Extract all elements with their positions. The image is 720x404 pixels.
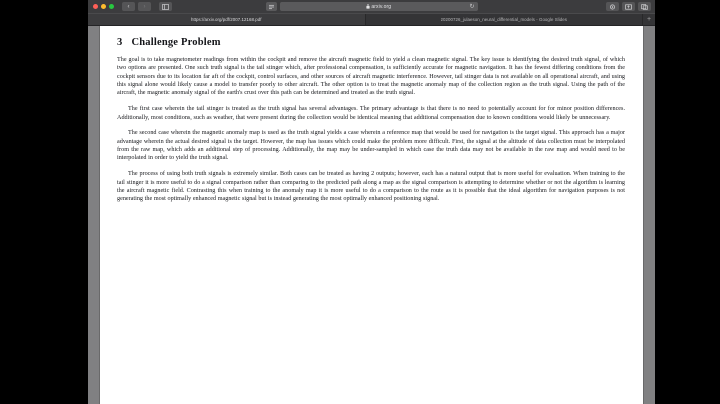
paragraph: The process of using both truth signals is extremely similar. Both cases can be treated as having 2 outputs; however, each has a natural output that is more useful for evaluation. When training to the tail stinger it is more useful to do a signal comparison rather than comparing to the predicted path along a map as the signal comparison is attempting to determine whether or not the algorithm is learning the aircraft magnetic field. Contrasting this when training to the anomaly map it is more useful to do a comparison to the route as it is possible that the ideal algorithm for navigation purposes is not generating the most optimally enhanced magnetic signal but is instead generating the most optimally enhanced positioning signal. bbox=[117, 171, 625, 203]
minimize-window-button[interactable] bbox=[101, 4, 106, 9]
forward-button[interactable]: › bbox=[138, 2, 151, 11]
navigation-buttons bbox=[122, 2, 151, 11]
sidebar-toggle-button[interactable] bbox=[159, 2, 172, 11]
section-number: 3 bbox=[117, 37, 123, 48]
address-bar-text: arxiv.org bbox=[371, 3, 392, 10]
lock-icon bbox=[366, 4, 370, 9]
section-title: Challenge Problem bbox=[131, 37, 221, 48]
paragraph: The first case wherein the tail stinger is treated as the truth signal has several advantages. The primary advantage is that there is no need to potentially account for for minor position differences. Additionally, most conditions, such as weather, that were present during the collection would be identical meaning that additional compensation due to known conditions would likely be unnecessary. bbox=[117, 106, 625, 121]
document-body bbox=[100, 26, 643, 204]
tabs-overview-icon bbox=[625, 4, 632, 10]
downloads-button[interactable] bbox=[638, 2, 651, 11]
tab-label: 20200726_julaeson_neural_differential_models - Google Slides bbox=[440, 17, 567, 22]
tab-google-slides[interactable] bbox=[366, 14, 644, 25]
reader-icon bbox=[268, 4, 275, 10]
letterbox-left bbox=[0, 0, 88, 404]
pdf-viewer[interactable] bbox=[88, 26, 655, 404]
browser-window bbox=[88, 0, 655, 404]
tab-arxiv-pdf[interactable] bbox=[88, 14, 366, 25]
share-button[interactable] bbox=[606, 2, 619, 11]
letterbox-right bbox=[655, 0, 720, 404]
maximize-window-button[interactable] bbox=[109, 4, 114, 9]
share-icon bbox=[609, 4, 616, 10]
close-window-button[interactable] bbox=[93, 4, 98, 9]
toolbar-right-buttons bbox=[606, 2, 651, 11]
address-bar-group bbox=[266, 2, 478, 11]
section-heading bbox=[117, 37, 625, 48]
reader-view-button[interactable] bbox=[266, 2, 277, 11]
paragraph: The goal is to take magnetometer readings from within the cockpit and remove the aircraft magnetic field to yield a clean magnetic signal. The key issue is identifying the desired truth signal, of which two options are presented. One such truth signal is the tail stinger which, after professional compensation, is sufficiently accurate for magnetic navigation. It has the fewest differing conditions from the cockpit sensors due to its location far aft of the cockpit, control surfaces, and other sources of aircraft magnetic interference. However, tail stinger data is not available on all operational aircraft, and using this signal alone would likely cause a model to transfer poorly to other aircraft. The other option is to treat the magnetic anomaly map of the collection region as the truth signal. Using the path of the aircraft, the magnetic anomaly signal of the earth's crust over this path can be determined and treated as the truth signal. bbox=[117, 57, 625, 97]
pdf-page bbox=[100, 26, 643, 404]
paragraph: The second case wherein the magnetic anomaly map is used as the truth signal yields a case wherein a reference map that would be used for navigation is the target signal. This approach has a major advantage wherein the actual desired signal is the target. However, the map has issues which could make the problem more difficult. First, the signal at the altitude of data collection must be interpolated from the raw map, which adds an additional step of processing. Additionally, the map may be under-sampled in which case the truth data may not be available in the raw map and would need to be interpolated in order to yield the truth signal. bbox=[117, 130, 625, 162]
sidebar-toggle-group bbox=[159, 2, 172, 11]
address-bar[interactable] bbox=[280, 2, 478, 11]
back-button[interactable]: ‹ bbox=[122, 2, 135, 11]
tab-bar bbox=[88, 14, 655, 26]
browser-toolbar bbox=[88, 0, 655, 14]
reload-button[interactable]: ↻ bbox=[469, 3, 475, 10]
copy-icon bbox=[641, 4, 648, 10]
sidebar-icon bbox=[162, 4, 169, 10]
window-controls bbox=[93, 4, 114, 9]
new-tab-button[interactable]: + bbox=[646, 16, 652, 23]
address-bar-content bbox=[366, 4, 391, 10]
tab-label: https://arxiv.org/pdf/2007.12168.pdf bbox=[190, 17, 262, 22]
tabs-overview-button[interactable] bbox=[622, 2, 635, 11]
